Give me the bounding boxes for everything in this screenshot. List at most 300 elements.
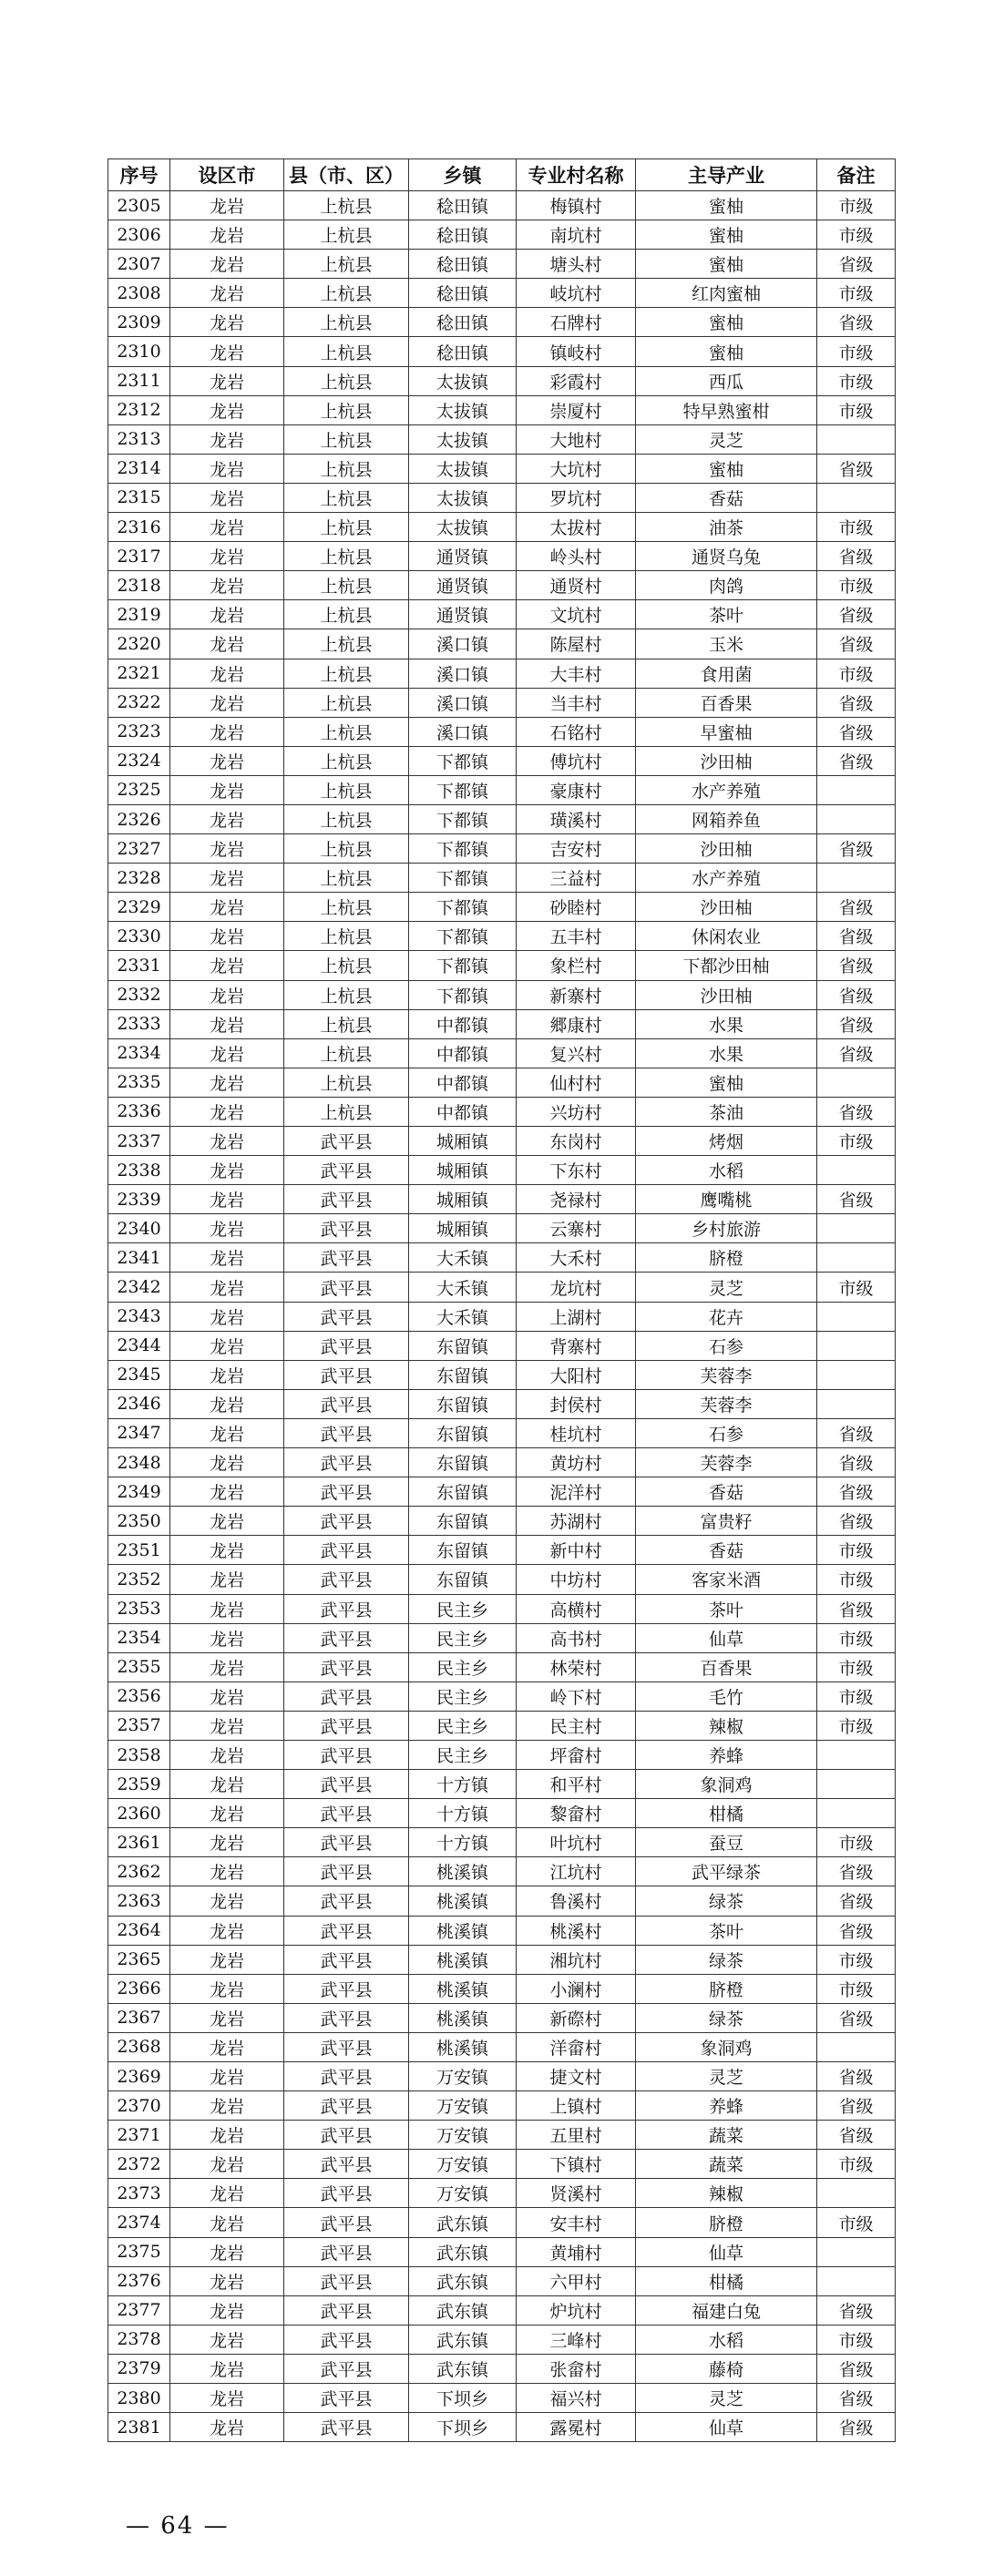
cell-town: 武东镇 bbox=[409, 2325, 517, 2354]
cell-industry: 通贤乌兔 bbox=[636, 542, 817, 571]
cell-village: 林荣村 bbox=[517, 1652, 636, 1682]
cell-industry: 脐橙 bbox=[636, 1974, 817, 2003]
cell-industry: 水产养殖 bbox=[636, 864, 817, 893]
cell-note: 省级 bbox=[817, 542, 896, 571]
cell-industry: 藤椅 bbox=[636, 2354, 817, 2383]
cell-village: 文坑村 bbox=[517, 600, 636, 629]
cell-county: 武平县 bbox=[284, 2237, 409, 2266]
table-row bbox=[108, 1886, 896, 1916]
cell-county: 武平县 bbox=[284, 1360, 409, 1389]
cell-city: 龙岩 bbox=[170, 951, 284, 980]
cell-industry: 脐橙 bbox=[636, 1243, 817, 1273]
cell-serial: 2308 bbox=[108, 279, 170, 308]
cell-industry: 仙草 bbox=[636, 2413, 817, 2442]
cell-village: 中坊村 bbox=[517, 1565, 636, 1594]
cell-note bbox=[817, 1302, 896, 1331]
table-body bbox=[108, 191, 896, 2442]
cell-industry: 辣椒 bbox=[636, 1711, 817, 1740]
cell-village: 坪畲村 bbox=[517, 1740, 636, 1769]
table-row bbox=[108, 922, 896, 951]
cell-town: 城厢镇 bbox=[409, 1185, 517, 1214]
table-row bbox=[108, 2413, 896, 2442]
cell-town: 溪口镇 bbox=[409, 659, 517, 688]
cell-industry: 油茶 bbox=[636, 513, 817, 542]
cell-county: 武平县 bbox=[284, 1389, 409, 1418]
cell-county: 武平县 bbox=[284, 1857, 409, 1886]
cell-industry: 网箱养鱼 bbox=[636, 804, 817, 833]
cell-county: 武平县 bbox=[284, 1448, 409, 1477]
cell-serial: 2340 bbox=[108, 1214, 170, 1243]
table-row bbox=[108, 980, 896, 1009]
cell-note: 省级 bbox=[817, 951, 896, 980]
cell-note: 市级 bbox=[817, 366, 896, 395]
table-row bbox=[108, 1477, 896, 1507]
cell-serial: 2313 bbox=[108, 424, 170, 454]
cell-note: 市级 bbox=[817, 2325, 896, 2354]
cell-city: 龙岩 bbox=[170, 2062, 284, 2091]
cell-industry: 下都沙田柚 bbox=[636, 951, 817, 980]
cell-town: 桃溪镇 bbox=[409, 2032, 517, 2061]
cell-city: 龙岩 bbox=[170, 1097, 284, 1126]
cell-industry: 辣椒 bbox=[636, 2179, 817, 2208]
cell-city: 龙岩 bbox=[170, 454, 284, 483]
cell-note bbox=[817, 1243, 896, 1273]
cell-city: 龙岩 bbox=[170, 1594, 284, 1623]
cell-note: 省级 bbox=[817, 2384, 896, 2413]
cell-town: 万安镇 bbox=[409, 2179, 517, 2208]
cell-serial: 2323 bbox=[108, 717, 170, 746]
cell-town: 十方镇 bbox=[409, 1799, 517, 1828]
cell-note: 市级 bbox=[817, 1273, 896, 1302]
cell-village: 吉安村 bbox=[517, 834, 636, 864]
cell-county: 武平县 bbox=[284, 1623, 409, 1652]
cell-town: 桃溪镇 bbox=[409, 1974, 517, 2003]
cell-county: 武平县 bbox=[284, 1331, 409, 1360]
cell-county: 上杭县 bbox=[284, 542, 409, 571]
cell-serial: 2378 bbox=[108, 2325, 170, 2354]
cell-serial: 2380 bbox=[108, 2384, 170, 2413]
cell-city: 龙岩 bbox=[170, 2179, 284, 2208]
cell-serial: 2324 bbox=[108, 746, 170, 775]
table-row bbox=[108, 775, 896, 804]
cell-city: 龙岩 bbox=[170, 834, 284, 864]
cell-serial: 2342 bbox=[108, 1273, 170, 1302]
table-row bbox=[108, 1916, 896, 1945]
cell-note: 省级 bbox=[817, 1418, 896, 1447]
table-row bbox=[108, 2121, 896, 2150]
cell-town: 下都镇 bbox=[409, 922, 517, 951]
table-row bbox=[108, 1682, 896, 1711]
cell-note: 省级 bbox=[817, 1185, 896, 1214]
table-row bbox=[108, 1243, 896, 1273]
cell-county: 上杭县 bbox=[284, 395, 409, 424]
cell-city: 龙岩 bbox=[170, 1214, 284, 1243]
cell-serial: 2376 bbox=[108, 2266, 170, 2295]
cell-county: 上杭县 bbox=[284, 191, 409, 220]
cell-village: 岭下村 bbox=[517, 1682, 636, 1711]
table-row bbox=[108, 1799, 896, 1828]
cell-industry: 芙蓉李 bbox=[636, 1389, 817, 1418]
cell-industry: 绿茶 bbox=[636, 1945, 817, 1974]
cell-village: 郷康村 bbox=[517, 1009, 636, 1038]
cell-industry: 绿茶 bbox=[636, 1886, 817, 1916]
cell-industry: 沙田柚 bbox=[636, 980, 817, 1009]
cell-village: 通贤村 bbox=[517, 571, 636, 600]
cell-town: 下都镇 bbox=[409, 893, 517, 922]
cell-note bbox=[817, 1360, 896, 1389]
cell-village: 民主村 bbox=[517, 1711, 636, 1740]
cell-village: 湘坑村 bbox=[517, 1945, 636, 1974]
cell-city: 龙岩 bbox=[170, 629, 284, 659]
header-town: 乡镇 bbox=[409, 159, 517, 191]
cell-village: 大禾村 bbox=[517, 1243, 636, 1273]
cell-note: 省级 bbox=[817, 1097, 896, 1126]
cell-village: 下镇村 bbox=[517, 2150, 636, 2179]
cell-town: 下都镇 bbox=[409, 775, 517, 804]
cell-industry: 红肉蜜柚 bbox=[636, 279, 817, 308]
cell-village: 大丰村 bbox=[517, 659, 636, 688]
cell-town: 桃溪镇 bbox=[409, 1886, 517, 1916]
cell-note: 市级 bbox=[817, 1945, 896, 1974]
cell-industry: 特早熟蜜柑 bbox=[636, 395, 817, 424]
cell-city: 龙岩 bbox=[170, 775, 284, 804]
cell-industry: 灵芝 bbox=[636, 2384, 817, 2413]
cell-industry: 蜜柚 bbox=[636, 250, 817, 279]
cell-note: 市级 bbox=[817, 1682, 896, 1711]
cell-note: 省级 bbox=[817, 629, 896, 659]
cell-county: 上杭县 bbox=[284, 424, 409, 454]
cell-town: 武东镇 bbox=[409, 2354, 517, 2383]
cell-serial: 2356 bbox=[108, 1682, 170, 1711]
cell-city: 龙岩 bbox=[170, 1974, 284, 2003]
cell-village: 下东村 bbox=[517, 1156, 636, 1185]
cell-town: 下都镇 bbox=[409, 746, 517, 775]
cell-note: 省级 bbox=[817, 2295, 896, 2325]
cell-city: 龙岩 bbox=[170, 1857, 284, 1886]
cell-note: 省级 bbox=[817, 922, 896, 951]
cell-industry: 石参 bbox=[636, 1418, 817, 1447]
cell-town: 稔田镇 bbox=[409, 279, 517, 308]
cell-note: 市级 bbox=[817, 1565, 896, 1594]
cell-city: 龙岩 bbox=[170, 1156, 284, 1185]
cell-serial: 2372 bbox=[108, 2150, 170, 2179]
cell-industry: 西瓜 bbox=[636, 366, 817, 395]
cell-town: 东留镇 bbox=[409, 1507, 517, 1536]
cell-village: 上镇村 bbox=[517, 2091, 636, 2121]
cell-note bbox=[817, 2032, 896, 2061]
cell-serial: 2337 bbox=[108, 1127, 170, 1156]
table-row bbox=[108, 746, 896, 775]
cell-village: 背寨村 bbox=[517, 1331, 636, 1360]
header-village: 专业村名称 bbox=[517, 159, 636, 191]
cell-county: 武平县 bbox=[284, 2384, 409, 2413]
cell-serial: 2346 bbox=[108, 1389, 170, 1418]
cell-city: 龙岩 bbox=[170, 2295, 284, 2325]
cell-industry: 香菇 bbox=[636, 1477, 817, 1507]
cell-city: 龙岩 bbox=[170, 2003, 284, 2032]
cell-town: 城厢镇 bbox=[409, 1127, 517, 1156]
cell-note: 省级 bbox=[817, 1886, 896, 1916]
table-row bbox=[108, 1623, 896, 1652]
cell-industry: 绿茶 bbox=[636, 2003, 817, 2032]
cell-city: 龙岩 bbox=[170, 1448, 284, 1477]
cell-town: 稔田镇 bbox=[409, 220, 517, 250]
table-row bbox=[108, 2237, 896, 2266]
cell-industry: 福建白兔 bbox=[636, 2295, 817, 2325]
cell-serial: 2305 bbox=[108, 191, 170, 220]
cell-note: 省级 bbox=[817, 1857, 896, 1886]
table-row bbox=[108, 2091, 896, 2121]
cell-city: 龙岩 bbox=[170, 2266, 284, 2295]
cell-city: 龙岩 bbox=[170, 1770, 284, 1799]
industry-village-table bbox=[108, 158, 896, 2442]
cell-industry: 肉鸽 bbox=[636, 571, 817, 600]
cell-county: 武平县 bbox=[284, 1974, 409, 2003]
cell-serial: 2341 bbox=[108, 1243, 170, 1273]
cell-village: 塘头村 bbox=[517, 250, 636, 279]
cell-note: 省级 bbox=[817, 250, 896, 279]
cell-note: 省级 bbox=[817, 1477, 896, 1507]
cell-county: 上杭县 bbox=[284, 483, 409, 512]
cell-county: 武平县 bbox=[284, 1273, 409, 1302]
cell-town: 武东镇 bbox=[409, 2266, 517, 2295]
cell-county: 武平县 bbox=[284, 2003, 409, 2032]
cell-city: 龙岩 bbox=[170, 1536, 284, 1565]
table-row bbox=[108, 804, 896, 833]
cell-town: 下坝乡 bbox=[409, 2413, 517, 2442]
cell-serial: 2358 bbox=[108, 1740, 170, 1769]
table-row bbox=[108, 834, 896, 864]
cell-village: 石牌村 bbox=[517, 308, 636, 337]
cell-county: 武平县 bbox=[284, 2295, 409, 2325]
cell-county: 上杭县 bbox=[284, 1068, 409, 1097]
cell-industry: 蜜柚 bbox=[636, 220, 817, 250]
cell-serial: 2353 bbox=[108, 1594, 170, 1623]
cell-serial: 2362 bbox=[108, 1857, 170, 1886]
cell-town: 下都镇 bbox=[409, 864, 517, 893]
cell-town: 溪口镇 bbox=[409, 717, 517, 746]
cell-county: 上杭县 bbox=[284, 922, 409, 951]
cell-county: 武平县 bbox=[284, 1886, 409, 1916]
cell-county: 武平县 bbox=[284, 1916, 409, 1945]
cell-town: 下都镇 bbox=[409, 951, 517, 980]
table-row bbox=[108, 1214, 896, 1243]
table-row bbox=[108, 542, 896, 571]
cell-county: 上杭县 bbox=[284, 717, 409, 746]
cell-city: 龙岩 bbox=[170, 1389, 284, 1418]
table-row bbox=[108, 308, 896, 337]
cell-town: 稔田镇 bbox=[409, 337, 517, 366]
table-row bbox=[108, 2354, 896, 2383]
cell-serial: 2370 bbox=[108, 2091, 170, 2121]
cell-serial: 2311 bbox=[108, 366, 170, 395]
cell-serial: 2312 bbox=[108, 395, 170, 424]
cell-town: 太拔镇 bbox=[409, 395, 517, 424]
cell-note: 省级 bbox=[817, 454, 896, 483]
cell-village: 大阳村 bbox=[517, 1360, 636, 1389]
cell-industry: 食用菌 bbox=[636, 659, 817, 688]
cell-serial: 2377 bbox=[108, 2295, 170, 2325]
cell-town: 稔田镇 bbox=[409, 191, 517, 220]
cell-village: 江坑村 bbox=[517, 1857, 636, 1886]
cell-note bbox=[817, 1740, 896, 1769]
cell-serial: 2365 bbox=[108, 1945, 170, 1974]
cell-county: 上杭县 bbox=[284, 864, 409, 893]
cell-county: 武平县 bbox=[284, 2354, 409, 2383]
table-row bbox=[108, 1770, 896, 1799]
cell-county: 上杭县 bbox=[284, 571, 409, 600]
cell-town: 中都镇 bbox=[409, 1038, 517, 1068]
cell-village: 桃溪村 bbox=[517, 1916, 636, 1945]
cell-serial: 2371 bbox=[108, 2121, 170, 2150]
cell-serial: 2367 bbox=[108, 2003, 170, 2032]
cell-industry: 芙蓉李 bbox=[636, 1360, 817, 1389]
table-row bbox=[108, 250, 896, 279]
cell-note: 市级 bbox=[817, 2208, 896, 2237]
cell-city: 龙岩 bbox=[170, 1009, 284, 1038]
cell-town: 下都镇 bbox=[409, 834, 517, 864]
cell-serial: 2359 bbox=[108, 1770, 170, 1799]
cell-village: 大坑村 bbox=[517, 454, 636, 483]
cell-town: 桃溪镇 bbox=[409, 2003, 517, 2032]
cell-county: 武平县 bbox=[284, 2091, 409, 2121]
cell-city: 龙岩 bbox=[170, 2354, 284, 2383]
cell-city: 龙岩 bbox=[170, 1477, 284, 1507]
cell-county: 上杭县 bbox=[284, 804, 409, 833]
cell-industry: 沙田柚 bbox=[636, 893, 817, 922]
cell-note: 省级 bbox=[817, 834, 896, 864]
cell-industry: 水稻 bbox=[636, 1156, 817, 1185]
cell-note: 省级 bbox=[817, 717, 896, 746]
cell-town: 桃溪镇 bbox=[409, 1857, 517, 1886]
cell-village: 苏湖村 bbox=[517, 1507, 636, 1536]
cell-county: 上杭县 bbox=[284, 454, 409, 483]
cell-city: 龙岩 bbox=[170, 1068, 284, 1097]
cell-serial: 2336 bbox=[108, 1097, 170, 1126]
cell-industry: 水果 bbox=[636, 1009, 817, 1038]
cell-village: 和平村 bbox=[517, 1770, 636, 1799]
cell-city: 龙岩 bbox=[170, 2091, 284, 2121]
cell-county: 武平县 bbox=[284, 2121, 409, 2150]
table-row bbox=[108, 2295, 896, 2325]
header-note: 备注 bbox=[817, 159, 896, 191]
cell-industry: 玉米 bbox=[636, 629, 817, 659]
cell-serial: 2306 bbox=[108, 220, 170, 250]
cell-serial: 2318 bbox=[108, 571, 170, 600]
cell-village: 梅镇村 bbox=[517, 191, 636, 220]
cell-county: 武平县 bbox=[284, 1507, 409, 1536]
cell-county: 武平县 bbox=[284, 1243, 409, 1273]
cell-county: 上杭县 bbox=[284, 1097, 409, 1126]
cell-county: 上杭县 bbox=[284, 746, 409, 775]
cell-industry: 水产养殖 bbox=[636, 775, 817, 804]
cell-serial: 2343 bbox=[108, 1302, 170, 1331]
cell-industry: 早蜜柚 bbox=[636, 717, 817, 746]
table-row bbox=[108, 717, 896, 746]
cell-county: 武平县 bbox=[284, 2325, 409, 2354]
cell-note: 市级 bbox=[817, 659, 896, 688]
cell-town: 武东镇 bbox=[409, 2237, 517, 2266]
cell-city: 龙岩 bbox=[170, 1507, 284, 1536]
table-header-row bbox=[108, 159, 896, 191]
table-row bbox=[108, 864, 896, 893]
cell-county: 武平县 bbox=[284, 1156, 409, 1185]
table-row bbox=[108, 571, 896, 600]
cell-city: 龙岩 bbox=[170, 1740, 284, 1769]
cell-city: 龙岩 bbox=[170, 1185, 284, 1214]
cell-serial: 2360 bbox=[108, 1799, 170, 1828]
table-row bbox=[108, 1507, 896, 1536]
cell-town: 东留镇 bbox=[409, 1389, 517, 1418]
table-row bbox=[108, 1302, 896, 1331]
cell-note: 市级 bbox=[817, 191, 896, 220]
table-row bbox=[108, 1857, 896, 1886]
cell-note bbox=[817, 775, 896, 804]
cell-serial: 2331 bbox=[108, 951, 170, 980]
table-row bbox=[108, 1127, 896, 1156]
page-number: — 64 — bbox=[126, 2512, 230, 2540]
cell-city: 龙岩 bbox=[170, 659, 284, 688]
cell-serial: 2363 bbox=[108, 1886, 170, 1916]
cell-village: 南坑村 bbox=[517, 220, 636, 250]
cell-town: 万安镇 bbox=[409, 2091, 517, 2121]
cell-town: 武东镇 bbox=[409, 2208, 517, 2237]
cell-county: 上杭县 bbox=[284, 980, 409, 1009]
cell-city: 龙岩 bbox=[170, 2325, 284, 2354]
cell-serial: 2364 bbox=[108, 1916, 170, 1945]
cell-serial: 2373 bbox=[108, 2179, 170, 2208]
cell-industry: 蜜柚 bbox=[636, 337, 817, 366]
cell-city: 龙岩 bbox=[170, 746, 284, 775]
cell-industry: 茶叶 bbox=[636, 1594, 817, 1623]
cell-county: 武平县 bbox=[284, 1418, 409, 1447]
cell-note: 市级 bbox=[817, 1652, 896, 1682]
cell-industry: 仙草 bbox=[636, 2237, 817, 2266]
cell-serial: 2368 bbox=[108, 2032, 170, 2061]
cell-village: 叶坑村 bbox=[517, 1828, 636, 1857]
cell-village: 象栏村 bbox=[517, 951, 636, 980]
cell-serial: 2345 bbox=[108, 1360, 170, 1389]
cell-city: 龙岩 bbox=[170, 893, 284, 922]
cell-city: 龙岩 bbox=[170, 395, 284, 424]
cell-county: 武平县 bbox=[284, 1828, 409, 1857]
cell-village: 尧禄村 bbox=[517, 1185, 636, 1214]
cell-industry: 蔬菜 bbox=[636, 2121, 817, 2150]
cell-county: 武平县 bbox=[284, 2032, 409, 2061]
cell-county: 上杭县 bbox=[284, 600, 409, 629]
table-row bbox=[108, 1974, 896, 2003]
cell-industry: 石参 bbox=[636, 1331, 817, 1360]
cell-county: 上杭县 bbox=[284, 250, 409, 279]
cell-town: 城厢镇 bbox=[409, 1156, 517, 1185]
cell-city: 龙岩 bbox=[170, 2413, 284, 2442]
table-row bbox=[108, 2179, 896, 2208]
cell-serial: 2310 bbox=[108, 337, 170, 366]
cell-county: 上杭县 bbox=[284, 513, 409, 542]
cell-county: 上杭县 bbox=[284, 688, 409, 717]
cell-industry: 蜜柚 bbox=[636, 454, 817, 483]
cell-serial: 2348 bbox=[108, 1448, 170, 1477]
cell-serial: 2361 bbox=[108, 1828, 170, 1857]
cell-village: 安丰村 bbox=[517, 2208, 636, 2237]
cell-city: 龙岩 bbox=[170, 571, 284, 600]
cell-city: 龙岩 bbox=[170, 424, 284, 454]
table-row bbox=[108, 366, 896, 395]
table-row bbox=[108, 2062, 896, 2091]
table-row bbox=[108, 2266, 896, 2295]
cell-note: 省级 bbox=[817, 308, 896, 337]
cell-industry: 灵芝 bbox=[636, 1273, 817, 1302]
